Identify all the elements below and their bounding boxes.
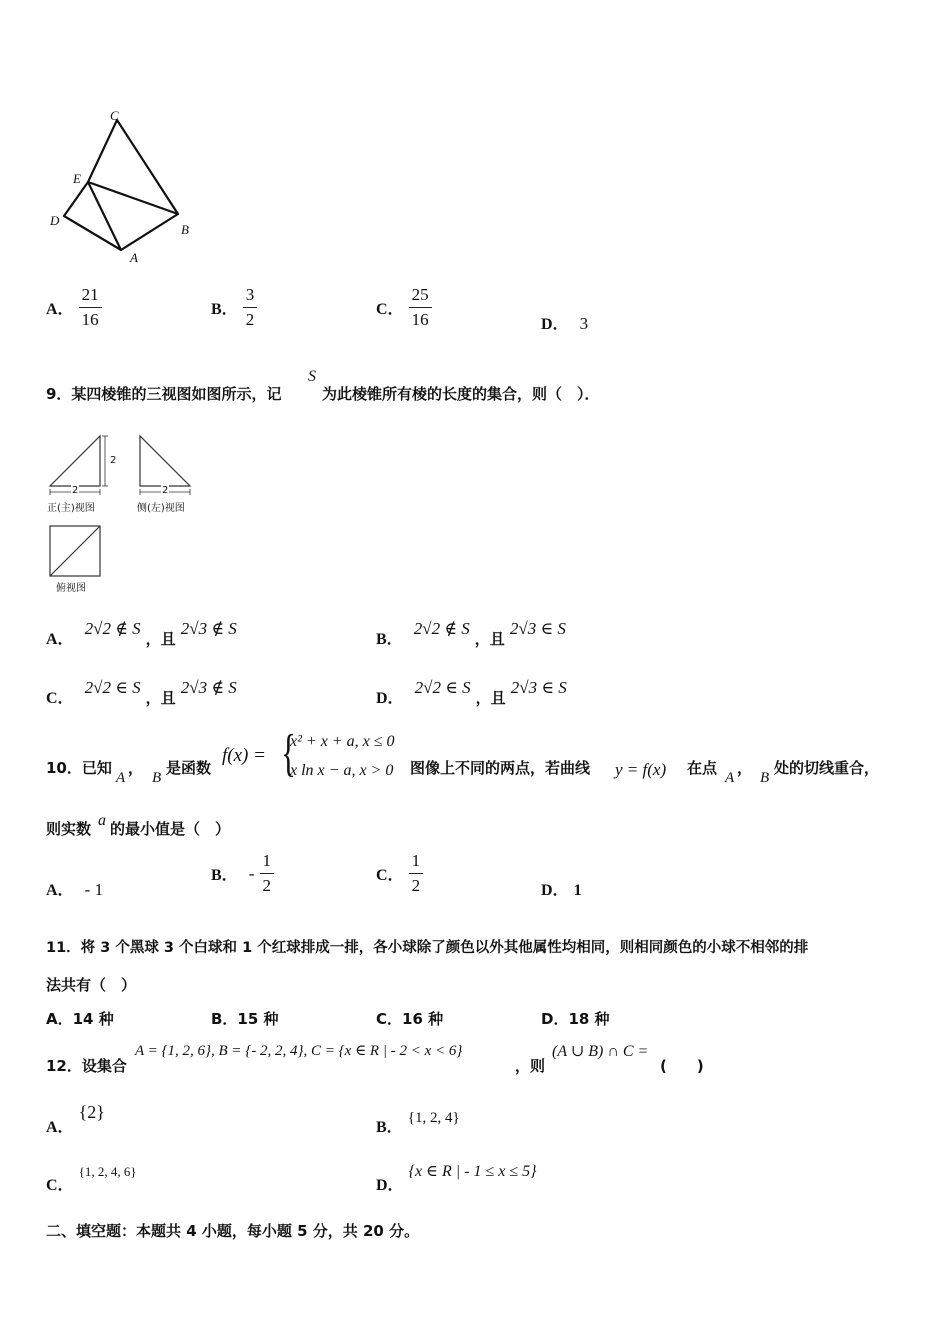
label-E: E [73,171,81,186]
fraction: $\frac{3}{2}$ [243,285,258,330]
side-view-label: 侧(左)视图 [137,503,185,514]
option-value: {x ∈ R | - 1 ≤ x ≤ 5} [408,1163,537,1180]
option-expr-1: 2√2 ∉ S [84,619,141,638]
option-letter: C． [46,690,74,707]
option-value: {2} [78,1102,105,1122]
q10-comma-2: ， [737,759,753,777]
option-letter: D． [376,1177,404,1194]
option-letter: B． [211,301,238,318]
q10-var-a: a [98,812,106,829]
q10-point-b-2: B [760,770,770,786]
label-C: C [110,108,119,123]
option-letter: B． [376,1119,403,1136]
q10-option-c [376,851,423,896]
q10-tail: 处的切线重合， [774,759,880,777]
q10-option-d [541,877,582,900]
option-letter: A． [46,631,74,648]
q9-option-c [46,675,237,707]
q12-sets: A = {1, 2, 6}, B = {- 2, 2, 4}, C = {x ∈ R | - 2 < x < 6} [135,1043,463,1059]
piecewise-brace: { [280,725,296,782]
q10-function-lhs: f(x) = [222,745,266,766]
q10-option-b [211,851,274,896]
option-conj: ，且 [475,689,506,707]
fraction: $\frac{25}{16}$ [409,285,432,330]
option-letter: C． [376,867,404,884]
q10-mid1: 是函数 [166,759,212,777]
section-2-heading: 二、填空题：本题共 4 小题，每小题 5 分，共 20 分。 [46,1222,420,1240]
option-value: {1, 2, 4} [407,1110,460,1126]
fraction: $\frac{1}{2}$ [409,851,424,896]
q12-option-d [376,1158,537,1194]
q10-option-a [46,877,103,900]
q10-line2-suffix: 的最小值是（ ） [110,820,231,838]
label-D: D [50,213,60,228]
option-sign: - [248,863,255,883]
q12-expression: (A ∪ B) ∩ C = [552,1043,649,1060]
q12-option-c [46,1158,137,1194]
option-letter: B． [376,631,403,648]
option-letter: C． [376,301,404,318]
option-expr-2: 2√3 ∈ S [509,619,566,638]
q11-option-b: B．15 种 [211,1010,279,1028]
front-view-label: 正(主)视图 [47,503,95,514]
q10-point-b: B [152,770,162,786]
q9-option-a [46,616,237,648]
option-expr-2: 2√3 ∉ S [180,678,237,697]
option-letter: A． [46,882,74,899]
top-view-label: 俯视图 [56,583,86,594]
label-B: B [181,222,189,237]
q10-prefix: 10．已知 [46,759,112,777]
option-value: 1 [573,882,582,899]
q11-line1: 11．将 3 个黑球 3 个白球和 1 个红球排成一排，各小球除了颜色以外其他属性均相同，则相同颜色的小球不相邻的排 [46,940,809,956]
label-A: A [130,250,138,265]
q10-point-a: A [116,770,126,786]
q9-option-b [376,616,566,648]
q11-line2: 法共有（ ） [46,976,137,994]
q12-option-b [376,1104,460,1136]
dim-front-width-label: 2 [72,485,79,496]
q10-comma-1: ， [128,759,144,777]
q10-case-1: x² + x + a, x ≤ 0 [290,733,395,750]
q12-answer-paren: ( ) [660,1057,704,1075]
dim-side-width-label: 2 [162,485,169,496]
option-letter: D． [376,690,404,707]
q10-line2-prefix: 则实数 [46,820,92,838]
option-value: {1, 2, 4, 6} [78,1164,137,1179]
q9-option-d [376,675,567,707]
option-expr-1: 2√2 ∈ S [414,678,471,697]
option-letter: C． [46,1177,74,1194]
q10-mid2: 图像上不同的两点，若曲线 [410,759,591,777]
option-expr-1: 2√2 ∈ S [84,678,141,697]
q10-point-a-2: A [725,770,735,786]
option-letter: A． [46,301,74,318]
q10-mid3: 在点 [687,759,718,777]
option-letter: A． [46,1119,74,1136]
option-conj: ，且 [474,630,505,648]
option-letter: D． [541,316,569,333]
q10-case-2: x ln x − a, x > 0 [290,762,394,779]
fraction: $\frac{21}{16}$ [79,285,102,330]
q10-curve: y = f(x) [615,760,667,779]
q12-prefix: 12．设集合 [46,1057,127,1075]
option-conj: ，且 [145,689,176,707]
q9-stem-prefix: 9．某四棱锥的三视图如图所示，记 [46,385,282,403]
option-expr-1: 2√2 ∉ S [413,619,470,638]
q9-var-s: S [308,368,316,385]
option-expr-2: 2√3 ∈ S [510,678,567,697]
option-value: 3 [579,314,589,333]
option-letter: D． [541,882,569,899]
q11-option-d: D．18 种 [541,1010,610,1028]
q11-option-a: A．14 种 [46,1010,114,1028]
option-value: - 1 [84,880,104,899]
fraction: $\frac{1}{2}$ [260,851,275,896]
option-expr-2: 2√3 ∉ S [180,619,237,638]
option-conj: ，且 [145,630,176,648]
option-letter: B． [211,867,238,884]
q12-mid: ，则 [515,1057,546,1075]
q9-stem-suffix: 为此棱锥所有棱的长度的集合，则（ ）． [322,385,600,403]
q11-option-c: C．16 种 [376,1010,444,1028]
dim-height-label: 2 [110,455,117,466]
q12-option-a [46,1100,105,1136]
